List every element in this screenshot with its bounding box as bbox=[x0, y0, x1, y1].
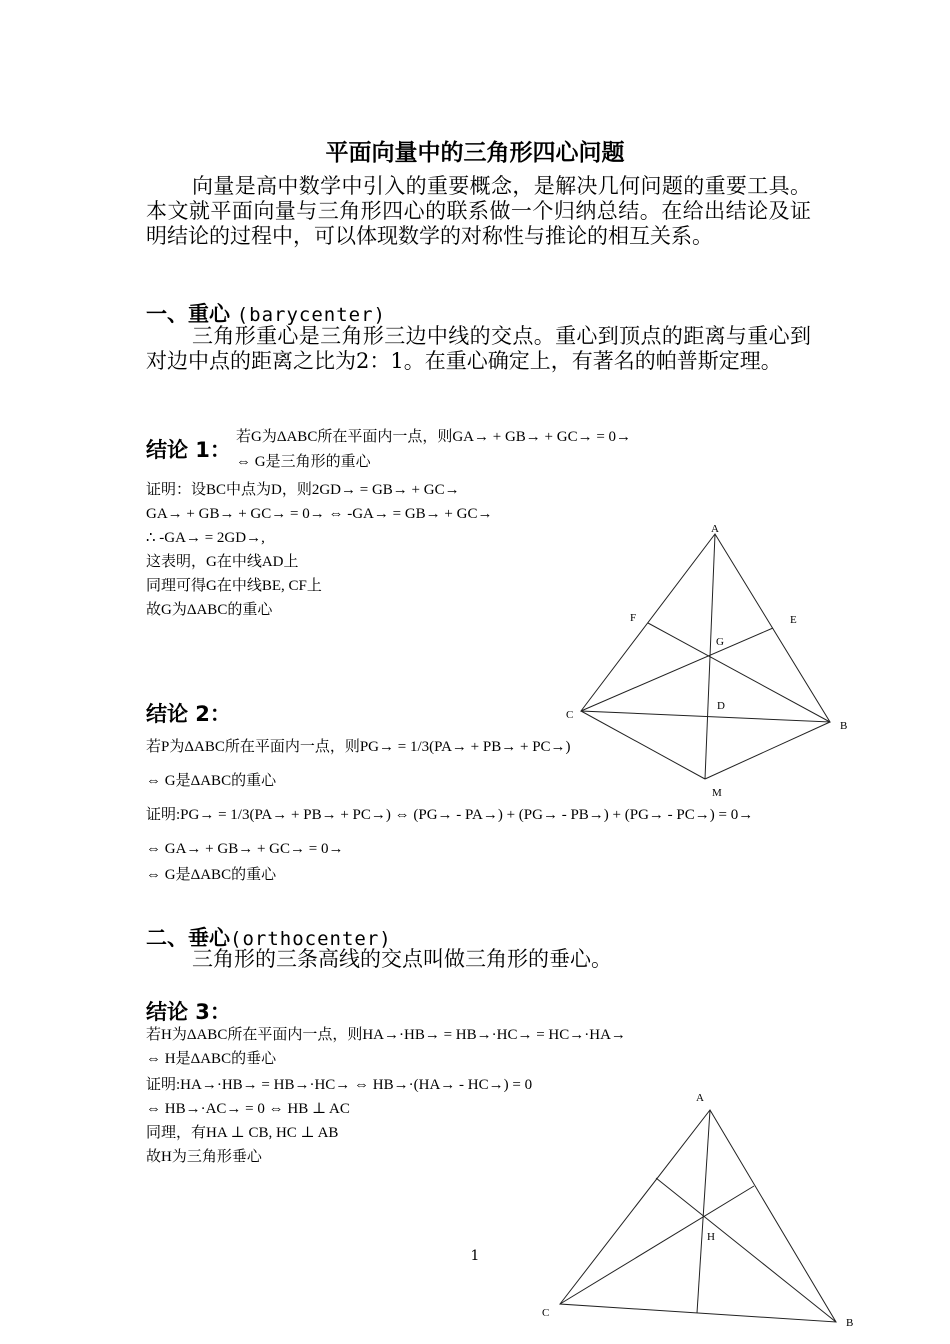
label-a-2: A bbox=[696, 1092, 704, 1104]
proof-line: 故G为ΔABC的重心 bbox=[146, 602, 273, 618]
conclusion3-line: 故H为三角形垂心 bbox=[146, 1149, 262, 1165]
conclusion2-line: 若P为ΔABC所在平面内一点，则PG→ = 1/3(PA→ + PB→ + PC→) bbox=[146, 739, 571, 755]
conclusion3-line: 同理，有HA ⊥ CB, HC ⊥ AB bbox=[146, 1125, 339, 1141]
conclusion2-label: 结论 2： bbox=[146, 702, 231, 726]
altitude-c bbox=[560, 1186, 754, 1304]
label-m: M bbox=[712, 787, 722, 799]
altitude-a bbox=[697, 1110, 710, 1313]
orthocenter-figure bbox=[530, 1086, 870, 1344]
proof-line: 同理可得G在中线BE, CF上 bbox=[146, 578, 322, 594]
label-h: H bbox=[707, 1231, 715, 1243]
proof-line: GA→ + GB→ + GC→ = 0→ ⇔ -GA→ = GB→ + GC→ bbox=[146, 506, 493, 522]
label-f: F bbox=[630, 612, 637, 624]
conclusion3-line: ⇔ H是ΔABC的垂心 bbox=[146, 1051, 277, 1067]
section1-paragraph: 三角形重心是三角形三边中线的交点。重心到顶点的距离与重心到对边中点的距离之比为2：1。在重心确定上，有著名的帕普斯定理。 bbox=[146, 324, 811, 373]
median-ce bbox=[581, 628, 773, 711]
label-b-2: B bbox=[846, 1317, 854, 1329]
conclusion3-line: ⇔ HB→·AC→ = 0 ⇔ HB ⊥ AC bbox=[146, 1101, 350, 1117]
label-b: B bbox=[840, 720, 848, 732]
conclusion2-body bbox=[146, 734, 753, 888]
label-d: D bbox=[717, 700, 725, 712]
section2-title: 二、垂心 bbox=[146, 926, 230, 950]
conclusion2-line: ⇔ G是ΔABC的重心 bbox=[146, 773, 277, 789]
intro-paragraph: 向量是高中数学中引入的重要概念，是解决几何问题的重要工具。本文就平面向量与三角形四心的联系做一个归纳总结。在给出结论及证明结论的过程中，可以体现数学的对称性与推论的相互关系。 bbox=[146, 174, 811, 248]
section1-title: 一、重心 bbox=[146, 302, 230, 326]
conclusion3-line: 若H为ΔABC所在平面内一点，则HA→·HB→ = HB→·HC→ = HC→·HA→ bbox=[146, 1027, 626, 1043]
section2-paragraph: 三角形的三条高线的交点叫做三角形的垂心。 bbox=[192, 947, 612, 971]
label-a: A bbox=[711, 523, 719, 535]
section1-english: (barycenter) bbox=[236, 304, 386, 326]
conclusion2-line: ⇔ GA→ + GB→ + GC→ = 0→ bbox=[146, 841, 344, 857]
conclusion1-label: 结论 1： bbox=[146, 438, 231, 462]
conclusion1-proof bbox=[146, 478, 492, 622]
triangle-abc bbox=[581, 534, 830, 722]
conclusion2-line: ⇔ G是ΔABC的重心 bbox=[146, 867, 277, 883]
proof-line: 这表明，G在中线AD上 bbox=[146, 554, 299, 570]
page-title: 平面向量中的三角形四心问题 bbox=[325, 140, 625, 166]
proof-line: ∴ -GA→ = 2GD→, bbox=[146, 530, 265, 546]
conclusion3-label: 结论 3： bbox=[146, 1000, 231, 1024]
conclusion3-line: 证明:HA→·HB→ = HB→·HC→ ⇔ HB→·(HA→ - HC→) = 0 bbox=[146, 1077, 533, 1093]
median-bf bbox=[648, 623, 830, 722]
proof-line: 证明：设BC中点为D，则2GD→ = GB→ + GC→ bbox=[146, 482, 460, 498]
label-e: E bbox=[790, 614, 797, 626]
conclusion2-line: 证明:PG→ = 1/3(PA→ + PB→ + PC→) ⇔ (PG→ - PA→) + (PG→ - PB→) + (PG→ - PC→) = 0→ bbox=[146, 807, 754, 823]
conclusion1-statement-2: ⇔ G是三角形的重心 bbox=[236, 454, 371, 470]
label-c: C bbox=[566, 709, 574, 721]
label-g: G bbox=[716, 636, 724, 648]
section2-english: (orthocenter) bbox=[230, 928, 392, 950]
label-c-2: C bbox=[542, 1307, 550, 1319]
conclusion1-statement-1: 若G为ΔABC所在平面内一点，则GA→ + GB→ + GC→ = 0→ bbox=[236, 429, 632, 445]
page-number: 1 bbox=[470, 1248, 480, 1264]
